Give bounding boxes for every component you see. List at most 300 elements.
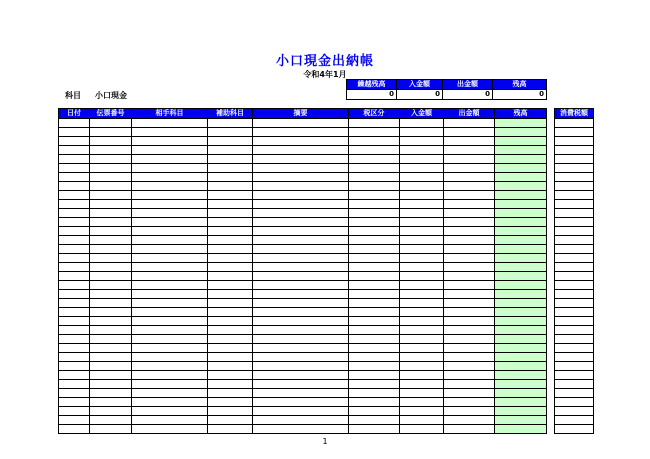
table-cell[interactable] xyxy=(132,263,208,272)
table-cell[interactable] xyxy=(208,119,253,128)
tax-cell[interactable] xyxy=(555,416,594,425)
table-cell[interactable] xyxy=(90,380,132,389)
table-cell[interactable] xyxy=(349,155,400,164)
table-cell[interactable] xyxy=(132,281,208,290)
table-cell[interactable] xyxy=(349,407,400,416)
table-cell[interactable] xyxy=(90,218,132,227)
table-cell[interactable] xyxy=(132,236,208,245)
table-cell[interactable] xyxy=(444,389,495,398)
table-cell[interactable] xyxy=(208,209,253,218)
table-cell[interactable] xyxy=(495,128,547,137)
table-cell[interactable] xyxy=(253,281,349,290)
table-cell[interactable] xyxy=(253,299,349,308)
tax-cell[interactable] xyxy=(555,209,594,218)
table-cell[interactable] xyxy=(90,200,132,209)
tax-cell[interactable] xyxy=(555,146,594,155)
tax-cell[interactable] xyxy=(555,425,594,434)
table-cell[interactable] xyxy=(349,317,400,326)
table-cell[interactable] xyxy=(400,389,444,398)
table-cell[interactable] xyxy=(90,146,132,155)
tax-cell[interactable] xyxy=(555,182,594,191)
table-cell[interactable] xyxy=(495,236,547,245)
table-cell[interactable] xyxy=(400,371,444,380)
tax-cell[interactable] xyxy=(555,173,594,182)
table-cell[interactable] xyxy=(208,254,253,263)
table-cell[interactable] xyxy=(59,407,90,416)
table-cell[interactable] xyxy=(59,191,90,200)
table-cell[interactable] xyxy=(59,146,90,155)
table-cell[interactable] xyxy=(59,236,90,245)
tax-cell[interactable] xyxy=(555,389,594,398)
table-cell[interactable] xyxy=(349,200,400,209)
table-cell[interactable] xyxy=(349,272,400,281)
table-cell[interactable] xyxy=(90,209,132,218)
table-cell[interactable] xyxy=(349,344,400,353)
table-cell[interactable] xyxy=(400,173,444,182)
table-cell[interactable] xyxy=(208,146,253,155)
summary-value-carryover[interactable]: 0 xyxy=(347,90,397,100)
table-cell[interactable] xyxy=(400,353,444,362)
table-cell[interactable] xyxy=(253,137,349,146)
tax-cell[interactable] xyxy=(555,380,594,389)
table-cell[interactable] xyxy=(400,164,444,173)
table-cell[interactable] xyxy=(444,290,495,299)
table-cell[interactable] xyxy=(253,308,349,317)
table-cell[interactable] xyxy=(59,245,90,254)
table-cell[interactable] xyxy=(90,353,132,362)
table-cell[interactable] xyxy=(90,371,132,380)
table-cell[interactable] xyxy=(495,416,547,425)
table-cell[interactable] xyxy=(495,407,547,416)
table-cell[interactable] xyxy=(495,245,547,254)
table-cell[interactable] xyxy=(444,146,495,155)
table-cell[interactable] xyxy=(59,281,90,290)
table-cell[interactable] xyxy=(90,128,132,137)
table-cell[interactable] xyxy=(132,389,208,398)
table-cell[interactable] xyxy=(400,308,444,317)
table-cell[interactable] xyxy=(444,353,495,362)
table-cell[interactable] xyxy=(400,119,444,128)
table-cell[interactable] xyxy=(253,353,349,362)
tax-cell[interactable] xyxy=(555,200,594,209)
table-cell[interactable] xyxy=(59,326,90,335)
tax-cell[interactable] xyxy=(555,398,594,407)
table-cell[interactable] xyxy=(253,119,349,128)
table-cell[interactable] xyxy=(208,317,253,326)
table-cell[interactable] xyxy=(59,173,90,182)
table-cell[interactable] xyxy=(349,254,400,263)
table-cell[interactable] xyxy=(253,380,349,389)
table-cell[interactable] xyxy=(444,200,495,209)
table-cell[interactable] xyxy=(349,191,400,200)
table-cell[interactable] xyxy=(253,263,349,272)
tax-cell[interactable] xyxy=(555,119,594,128)
table-cell[interactable] xyxy=(59,164,90,173)
table-cell[interactable] xyxy=(444,344,495,353)
table-cell[interactable] xyxy=(253,272,349,281)
table-cell[interactable] xyxy=(132,119,208,128)
tax-cell[interactable] xyxy=(555,236,594,245)
table-cell[interactable] xyxy=(132,407,208,416)
table-cell[interactable] xyxy=(349,263,400,272)
table-cell[interactable] xyxy=(495,119,547,128)
table-cell[interactable] xyxy=(208,272,253,281)
tax-cell[interactable] xyxy=(555,299,594,308)
table-cell[interactable] xyxy=(253,317,349,326)
table-cell[interactable] xyxy=(253,389,349,398)
table-cell[interactable] xyxy=(495,317,547,326)
table-cell[interactable] xyxy=(90,254,132,263)
table-cell[interactable] xyxy=(495,344,547,353)
table-cell[interactable] xyxy=(444,218,495,227)
table-cell[interactable] xyxy=(253,362,349,371)
table-cell[interactable] xyxy=(444,380,495,389)
table-cell[interactable] xyxy=(132,371,208,380)
table-cell[interactable] xyxy=(208,389,253,398)
table-cell[interactable] xyxy=(444,137,495,146)
table-cell[interactable] xyxy=(132,362,208,371)
table-cell[interactable] xyxy=(495,371,547,380)
table-cell[interactable] xyxy=(444,326,495,335)
table-cell[interactable] xyxy=(59,353,90,362)
table-cell[interactable] xyxy=(253,236,349,245)
table-cell[interactable] xyxy=(253,344,349,353)
table-cell[interactable] xyxy=(59,137,90,146)
table-cell[interactable] xyxy=(59,254,90,263)
table-cell[interactable] xyxy=(495,380,547,389)
table-cell[interactable] xyxy=(444,398,495,407)
table-cell[interactable] xyxy=(253,146,349,155)
table-cell[interactable] xyxy=(253,182,349,191)
table-cell[interactable] xyxy=(400,335,444,344)
table-cell[interactable] xyxy=(495,155,547,164)
tax-cell[interactable] xyxy=(555,191,594,200)
table-cell[interactable] xyxy=(253,128,349,137)
summary-value-deposit[interactable]: 0 xyxy=(397,90,443,100)
table-cell[interactable] xyxy=(90,272,132,281)
table-cell[interactable] xyxy=(495,164,547,173)
table-cell[interactable] xyxy=(59,128,90,137)
table-cell[interactable] xyxy=(59,182,90,191)
table-cell[interactable] xyxy=(59,272,90,281)
table-cell[interactable] xyxy=(59,362,90,371)
table-cell[interactable] xyxy=(90,362,132,371)
table-cell[interactable] xyxy=(132,146,208,155)
table-cell[interactable] xyxy=(90,308,132,317)
table-cell[interactable] xyxy=(59,335,90,344)
table-cell[interactable] xyxy=(132,218,208,227)
tax-cell[interactable] xyxy=(555,362,594,371)
table-cell[interactable] xyxy=(90,389,132,398)
tax-cell[interactable] xyxy=(555,335,594,344)
table-cell[interactable] xyxy=(349,173,400,182)
table-cell[interactable] xyxy=(208,290,253,299)
tax-cell[interactable] xyxy=(555,218,594,227)
table-cell[interactable] xyxy=(90,416,132,425)
table-cell[interactable] xyxy=(349,128,400,137)
table-cell[interactable] xyxy=(132,137,208,146)
table-cell[interactable] xyxy=(90,155,132,164)
table-cell[interactable] xyxy=(253,245,349,254)
tax-cell[interactable] xyxy=(555,245,594,254)
table-cell[interactable] xyxy=(400,128,444,137)
table-cell[interactable] xyxy=(132,308,208,317)
table-cell[interactable] xyxy=(59,317,90,326)
table-cell[interactable] xyxy=(253,416,349,425)
table-cell[interactable] xyxy=(90,263,132,272)
table-cell[interactable] xyxy=(208,407,253,416)
table-cell[interactable] xyxy=(349,362,400,371)
table-cell[interactable] xyxy=(349,389,400,398)
table-cell[interactable] xyxy=(400,191,444,200)
table-cell[interactable] xyxy=(349,380,400,389)
table-cell[interactable] xyxy=(59,218,90,227)
tax-cell[interactable] xyxy=(555,371,594,380)
table-cell[interactable] xyxy=(59,416,90,425)
table-cell[interactable] xyxy=(400,398,444,407)
table-cell[interactable] xyxy=(495,299,547,308)
table-cell[interactable] xyxy=(132,200,208,209)
table-cell[interactable] xyxy=(400,416,444,425)
table-cell[interactable] xyxy=(132,254,208,263)
table-cell[interactable] xyxy=(90,290,132,299)
table-cell[interactable] xyxy=(400,299,444,308)
table-cell[interactable] xyxy=(208,173,253,182)
table-cell[interactable] xyxy=(444,425,495,434)
table-cell[interactable] xyxy=(132,164,208,173)
table-cell[interactable] xyxy=(132,173,208,182)
table-cell[interactable] xyxy=(90,425,132,434)
table-cell[interactable] xyxy=(132,353,208,362)
table-cell[interactable] xyxy=(400,146,444,155)
table-cell[interactable] xyxy=(132,155,208,164)
table-cell[interactable] xyxy=(495,173,547,182)
table-cell[interactable] xyxy=(495,191,547,200)
table-cell[interactable] xyxy=(208,182,253,191)
tax-cell[interactable] xyxy=(555,263,594,272)
tax-cell[interactable] xyxy=(555,290,594,299)
table-cell[interactable] xyxy=(349,209,400,218)
table-cell[interactable] xyxy=(495,263,547,272)
table-cell[interactable] xyxy=(90,137,132,146)
table-cell[interactable] xyxy=(132,272,208,281)
tax-cell[interactable] xyxy=(555,155,594,164)
table-cell[interactable] xyxy=(444,335,495,344)
table-cell[interactable] xyxy=(400,290,444,299)
table-cell[interactable] xyxy=(253,425,349,434)
table-cell[interactable] xyxy=(400,407,444,416)
table-cell[interactable] xyxy=(208,425,253,434)
table-cell[interactable] xyxy=(132,344,208,353)
table-cell[interactable] xyxy=(132,317,208,326)
table-cell[interactable] xyxy=(400,362,444,371)
table-cell[interactable] xyxy=(495,308,547,317)
table-cell[interactable] xyxy=(349,290,400,299)
table-cell[interactable] xyxy=(59,290,90,299)
table-cell[interactable] xyxy=(208,218,253,227)
table-cell[interactable] xyxy=(349,371,400,380)
table-cell[interactable] xyxy=(208,263,253,272)
table-cell[interactable] xyxy=(495,389,547,398)
table-cell[interactable] xyxy=(59,344,90,353)
table-cell[interactable] xyxy=(349,218,400,227)
table-cell[interactable] xyxy=(253,326,349,335)
table-cell[interactable] xyxy=(132,191,208,200)
table-cell[interactable] xyxy=(444,254,495,263)
table-cell[interactable] xyxy=(495,146,547,155)
table-cell[interactable] xyxy=(495,182,547,191)
table-cell[interactable] xyxy=(444,236,495,245)
table-cell[interactable] xyxy=(349,281,400,290)
table-cell[interactable] xyxy=(349,425,400,434)
table-cell[interactable] xyxy=(349,308,400,317)
table-cell[interactable] xyxy=(495,353,547,362)
table-cell[interactable] xyxy=(90,335,132,344)
table-cell[interactable] xyxy=(400,326,444,335)
table-cell[interactable] xyxy=(90,299,132,308)
table-cell[interactable] xyxy=(208,236,253,245)
table-cell[interactable] xyxy=(444,155,495,164)
table-cell[interactable] xyxy=(495,290,547,299)
table-cell[interactable] xyxy=(90,236,132,245)
table-cell[interactable] xyxy=(400,425,444,434)
table-cell[interactable] xyxy=(253,371,349,380)
table-cell[interactable] xyxy=(208,344,253,353)
table-cell[interactable] xyxy=(444,173,495,182)
tax-cell[interactable] xyxy=(555,254,594,263)
table-cell[interactable] xyxy=(495,209,547,218)
table-cell[interactable] xyxy=(90,164,132,173)
table-cell[interactable] xyxy=(253,254,349,263)
tax-cell[interactable] xyxy=(555,227,594,236)
tax-cell[interactable] xyxy=(555,326,594,335)
table-cell[interactable] xyxy=(444,371,495,380)
table-cell[interactable] xyxy=(253,200,349,209)
table-cell[interactable] xyxy=(59,308,90,317)
table-cell[interactable] xyxy=(253,173,349,182)
table-cell[interactable] xyxy=(444,272,495,281)
table-cell[interactable] xyxy=(208,128,253,137)
table-cell[interactable] xyxy=(208,200,253,209)
table-cell[interactable] xyxy=(495,425,547,434)
table-cell[interactable] xyxy=(208,398,253,407)
table-cell[interactable] xyxy=(444,128,495,137)
tax-cell[interactable] xyxy=(555,344,594,353)
table-cell[interactable] xyxy=(90,326,132,335)
table-cell[interactable] xyxy=(132,128,208,137)
table-cell[interactable] xyxy=(132,380,208,389)
table-cell[interactable] xyxy=(132,245,208,254)
table-cell[interactable] xyxy=(208,281,253,290)
table-cell[interactable] xyxy=(90,407,132,416)
table-cell[interactable] xyxy=(90,119,132,128)
table-cell[interactable] xyxy=(495,335,547,344)
table-cell[interactable] xyxy=(444,299,495,308)
table-cell[interactable] xyxy=(253,227,349,236)
table-cell[interactable] xyxy=(208,245,253,254)
table-cell[interactable] xyxy=(444,209,495,218)
table-cell[interactable] xyxy=(495,398,547,407)
table-cell[interactable] xyxy=(349,299,400,308)
table-cell[interactable] xyxy=(208,362,253,371)
table-cell[interactable] xyxy=(59,380,90,389)
table-cell[interactable] xyxy=(495,227,547,236)
table-cell[interactable] xyxy=(132,182,208,191)
table-cell[interactable] xyxy=(444,308,495,317)
table-cell[interactable] xyxy=(444,362,495,371)
table-cell[interactable] xyxy=(349,416,400,425)
table-cell[interactable] xyxy=(132,326,208,335)
table-cell[interactable] xyxy=(253,398,349,407)
table-cell[interactable] xyxy=(208,164,253,173)
table-cell[interactable] xyxy=(444,191,495,200)
table-cell[interactable] xyxy=(90,182,132,191)
tax-cell[interactable] xyxy=(555,164,594,173)
table-cell[interactable] xyxy=(90,398,132,407)
table-cell[interactable] xyxy=(90,191,132,200)
table-cell[interactable] xyxy=(90,227,132,236)
table-cell[interactable] xyxy=(132,290,208,299)
table-cell[interactable] xyxy=(208,191,253,200)
table-cell[interactable] xyxy=(444,227,495,236)
table-cell[interactable] xyxy=(349,146,400,155)
table-cell[interactable] xyxy=(495,200,547,209)
table-cell[interactable] xyxy=(349,335,400,344)
table-cell[interactable] xyxy=(349,119,400,128)
table-cell[interactable] xyxy=(400,155,444,164)
table-cell[interactable] xyxy=(208,380,253,389)
table-cell[interactable] xyxy=(59,209,90,218)
table-cell[interactable] xyxy=(495,137,547,146)
table-cell[interactable] xyxy=(208,227,253,236)
table-cell[interactable] xyxy=(208,155,253,164)
table-cell[interactable] xyxy=(132,425,208,434)
summary-value-balance[interactable]: 0 xyxy=(493,90,547,100)
table-cell[interactable] xyxy=(400,209,444,218)
table-cell[interactable] xyxy=(59,398,90,407)
table-cell[interactable] xyxy=(253,290,349,299)
table-cell[interactable] xyxy=(495,254,547,263)
table-cell[interactable] xyxy=(349,137,400,146)
tax-cell[interactable] xyxy=(555,317,594,326)
table-cell[interactable] xyxy=(400,272,444,281)
table-cell[interactable] xyxy=(90,344,132,353)
table-cell[interactable] xyxy=(444,182,495,191)
tax-cell[interactable] xyxy=(555,272,594,281)
table-cell[interactable] xyxy=(59,227,90,236)
tax-cell[interactable] xyxy=(555,407,594,416)
table-cell[interactable] xyxy=(253,335,349,344)
table-cell[interactable] xyxy=(59,389,90,398)
table-cell[interactable] xyxy=(400,281,444,290)
table-cell[interactable] xyxy=(132,299,208,308)
table-cell[interactable] xyxy=(495,362,547,371)
table-cell[interactable] xyxy=(208,299,253,308)
table-cell[interactable] xyxy=(400,218,444,227)
table-cell[interactable] xyxy=(444,317,495,326)
table-cell[interactable] xyxy=(444,245,495,254)
table-cell[interactable] xyxy=(349,227,400,236)
table-cell[interactable] xyxy=(400,137,444,146)
table-cell[interactable] xyxy=(208,353,253,362)
summary-value-withdrawal[interactable]: 0 xyxy=(443,90,493,100)
table-cell[interactable] xyxy=(90,245,132,254)
table-cell[interactable] xyxy=(444,407,495,416)
table-cell[interactable] xyxy=(253,155,349,164)
table-cell[interactable] xyxy=(208,137,253,146)
table-cell[interactable] xyxy=(400,380,444,389)
table-cell[interactable] xyxy=(59,425,90,434)
